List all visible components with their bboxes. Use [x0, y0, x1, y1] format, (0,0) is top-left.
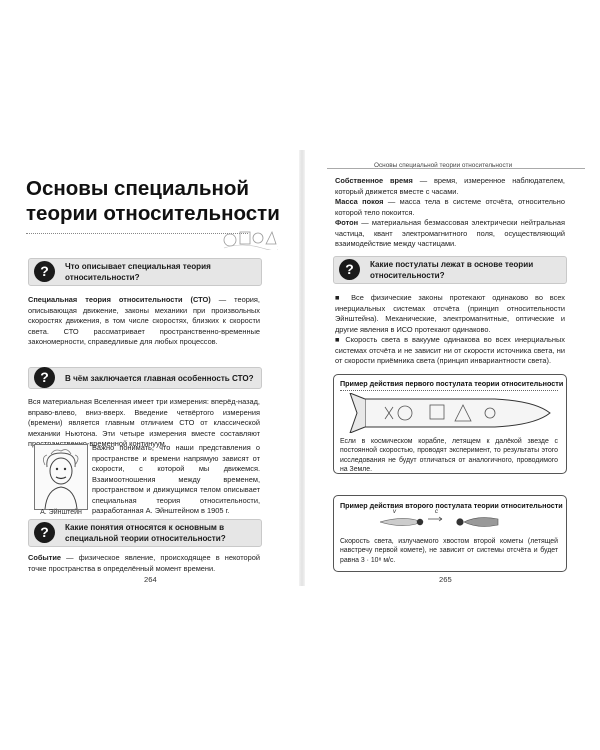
paragraph-event: Событие — физическое явление, происходящее в некоторой точке пространства в определённый момент времени.	[28, 553, 260, 573]
decorative-doodles-icon	[222, 226, 278, 250]
page-number-right: 265	[439, 575, 452, 584]
velocity-label: v	[393, 509, 396, 515]
paragraph-sto-definition: Специальная теория относительности (СТО) — теория, описывающая движение, законы механики при произвольных скоростях движения, в том числе скоростях, близких к скорости света. СТО рассматривает пространственно-временные закономерности, справедливые для любых процессов.	[28, 295, 260, 346]
definition-proper-time: Собственное время — время, измеренное наблюдателем, который движется вместе с часами.	[335, 176, 565, 196]
page-number-left: 264	[144, 575, 157, 584]
question-bar-4	[333, 256, 567, 284]
einstein-portrait-image	[34, 444, 88, 510]
example-box-2-title: Пример действия второго постулата теории относительности	[340, 501, 563, 510]
example-box-2-text: Скорость света, излучаемого хвостом второй кометы (летящей навстречу первой комете), не зависит от системы отсчёта и будет равна 3 · 10⁸ м/с.	[340, 538, 558, 564]
question-text: Какие понятия относятся к основным в специальной теории относительности?	[65, 523, 226, 543]
header-line	[327, 168, 585, 169]
paragraph-speed: Важно понимать, что наши представления о пространстве и времени напрямую зависят от скорости, с которой мы движемся. Взаимоотношения между временем, пространством и движущимся телом описывает специальная теория относительности, разработанная А. Эйнштейном в 1905 г.	[92, 443, 260, 515]
title-rule	[26, 233, 248, 234]
definition-rest-mass: Масса покоя — масса тела в системе отсчёта, относительно которой тело покоится.	[335, 197, 565, 217]
comets-icon	[380, 511, 500, 533]
question-icon: ?	[34, 261, 55, 282]
portrait-caption: А. Эйнштейн	[40, 509, 82, 516]
example-box-1-title: Пример действия первого постулата теории относительности	[340, 379, 564, 388]
definition-photon: Фотон — материальная безмассовая электрически нейтральная частица, квант электромагнитного поля, осуществляющий взаимодействие между частицами.	[335, 218, 565, 248]
question-text: В чём заключается главная особенность СТО?	[65, 373, 254, 383]
question-icon: ?	[34, 367, 55, 388]
page-title: Основы специальной теории относительности	[26, 177, 280, 225]
paragraph-dimensions: Вся материальная Вселенная имеет три измерения: вперёд-назад, вправо-влево, вниз-вверх. Введение четвёртого измерения (времени) является главным отличием СТО от классической механики Ньютона. Эти четыре измерения вместе составляют пространственно-временной континуум.	[28, 397, 260, 448]
question-bar-1	[28, 258, 262, 286]
postulate-2: ■ Скорость света в вакууме одинакова во всех инерциальных системах отсчёта и не зависит ни от скорости источника света, ни от скорости приёмника света (принцип инвариантности света).	[335, 335, 565, 365]
question-bar-3	[28, 519, 262, 547]
spaceship-icon	[345, 393, 555, 433]
question-text: Что описывает специальная теория относительности?	[65, 262, 211, 282]
running-head: Основы специальной теории относительности	[374, 162, 513, 169]
light-speed-label: c	[435, 509, 438, 515]
question-bar-2	[28, 367, 262, 389]
book-spine	[299, 150, 305, 586]
question-text: Какие постулаты лежат в основе теории относительности?	[370, 260, 534, 280]
question-icon: ?	[339, 259, 360, 280]
question-icon: ?	[34, 522, 55, 543]
box-divider	[340, 390, 558, 391]
postulate-1: ■ Все физические законы протекают одинаково во всех инерциальных системах отсчёта (принцип относительности Эйнштейна). Механические, электромагнитные, оптические и другие явления в ИСО протекают одинаково.	[335, 293, 565, 334]
example-box-1-text: Если в космическом корабле, летящем к далёкой звезде с постоянной скоростью, проводят эксперимент, то результаты этого исследования не будут отличаться от аналогичного, проводимого на Земле.	[340, 438, 558, 474]
